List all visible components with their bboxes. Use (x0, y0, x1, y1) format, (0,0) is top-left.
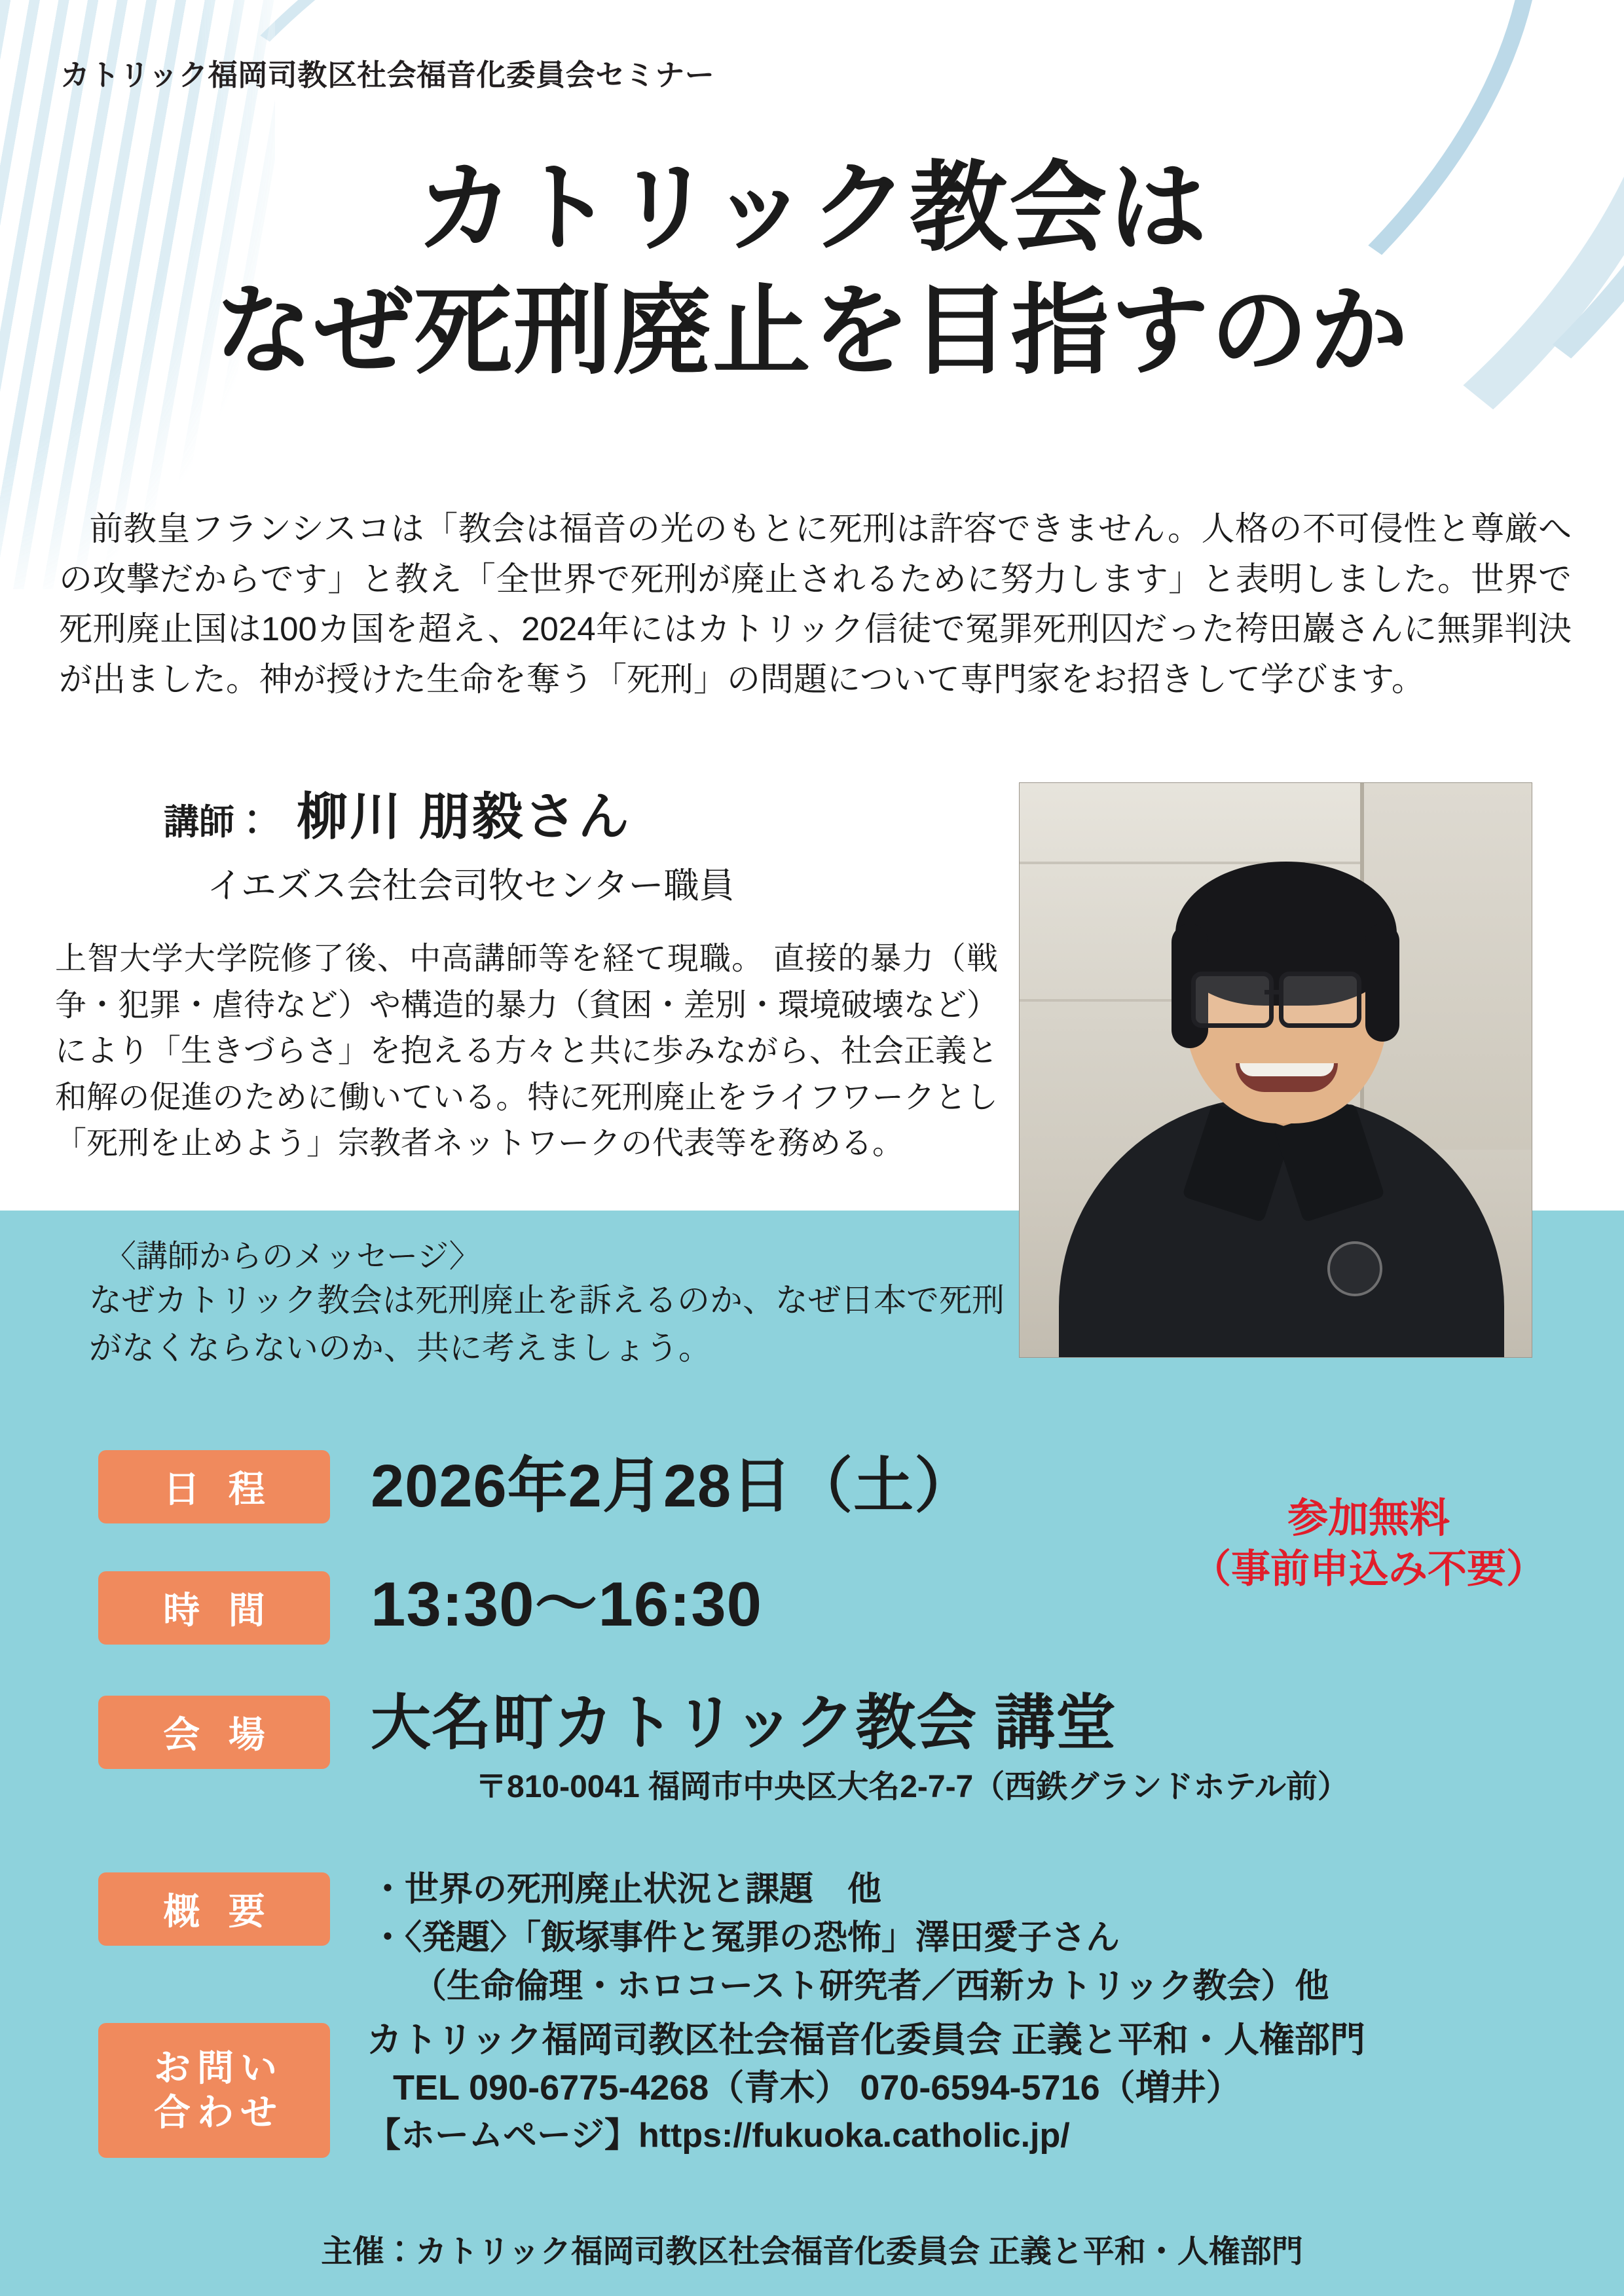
lead-paragraph-text: 前教皇フランシスコは「教会は福音の光のもとに死刑は許容できません。人格の不可侵性と尊厳への攻撃だからです」と教え「全世界で死刑が廃止されるために努力します」と表明しました。世界で死刑廃止国は100カ国を超え、2024年にはカトリック信徒で冤罪死刑囚だった袴田巖さんに無罪判決が出ました。神が授けた生命を奪う「死刑」の問題について専門家をお招きして学びます。 (59, 510, 1572, 698)
free-admission-line-1: 参加無料 (1287, 1496, 1450, 1541)
speaker-heading (164, 776, 631, 849)
outline-tag: 概 要 (98, 1872, 330, 1946)
time-value: 13:30〜16:30 (371, 1569, 763, 1639)
portrait-shirt-emblem-icon (1327, 1241, 1382, 1296)
date-value: 2026年2月28日（土） (371, 1453, 976, 1520)
outline-item-1: ・〈発題〉「飯塚事件と冤罪の恐怖」澤田愛子さん (371, 1918, 1120, 1957)
page-title-line-2: なぜ死刑廃止を目指すのか (214, 276, 1409, 386)
contact-details (367, 2016, 1365, 2159)
lead-paragraph (59, 504, 1572, 704)
portrait-glasses-right (1279, 972, 1361, 1028)
speaker-label: 講師： (164, 803, 270, 842)
venue-address: 〒810-0041 福岡市中央区大名2-7-7（西鉄グランドホテル前） (475, 1770, 1349, 1804)
venue-tag: 会 場 (98, 1696, 330, 1769)
speaker-message-body: なぜカトリック教会は死刑廃止を訴えるのか、なぜ日本で死刑がなくならないのか、共に考えましょう。 (89, 1282, 1005, 1366)
contact-tag (98, 2023, 330, 2158)
outline-item-0: ・世界の死刑廃止状況と課題 他 (371, 1870, 882, 1908)
speaker-biography: 上智大学大学院修了後、中高講師等を経て現職。 直接的暴力（戦争・犯罪・虐待など）や構造的暴力（貧困・差別・環境破壊など）により「生きづらさ」を抱える方々と共に歩みながら、社会正義と和解の促進のために働いている。特に死刑廃止をライフワークとし「死刑を止めよう」宗教者ネットワークの代表等を務める。 (55, 941, 999, 1161)
speaker-affiliation: イエズス会社会司牧センター職員 (207, 866, 735, 905)
time-tag: 時 間 (98, 1571, 330, 1645)
date-tag: 日 程 (98, 1450, 330, 1523)
portrait-teeth (1240, 1063, 1334, 1076)
page-title-line-1: カトリック教会は (415, 153, 1208, 263)
portrait-glasses-bridge (1264, 990, 1282, 994)
portrait-glasses-left (1191, 972, 1274, 1028)
speaker-portrait-photo (1019, 782, 1532, 1358)
speaker-name: 柳川 朋毅さん (297, 788, 631, 845)
contact-telephone: TEL 090-6775-4268（青木） 070-6594-5716（増井） (393, 2068, 1242, 2108)
organizer-footer: 主催：カトリック福岡司教区社会福音化委員会 正義と平和・人権部門 (321, 2234, 1303, 2269)
seminar-organizer-line: カトリック福岡司教区社会福音化委員会セミナー (60, 58, 715, 92)
free-admission-note (1185, 1493, 1552, 1595)
free-admission-line-2: （事前申込み不要） (1192, 1547, 1545, 1592)
contact-tag-line-1: お問い (154, 2047, 284, 2088)
page-title (0, 151, 1624, 388)
contact-website[interactable]: 【ホームページ】https://fukuoka.catholic.jp/ (367, 2116, 1070, 2155)
speaker-message-title: 〈講師からのメッセージ〉 (105, 1239, 481, 1274)
outline-list (371, 1866, 1329, 2011)
portrait-hair-side-right (1365, 924, 1399, 1042)
venue-value: 大名町カトリック教会 講堂 (371, 1690, 1116, 1757)
outline-item-2: （生命倫理・ホロコースト研究者／西新カトリック教会）他 (413, 1967, 1329, 2005)
contact-tag-line-2: 合わせ (154, 2092, 284, 2133)
contact-organization: カトリック福岡司教区社会福音化委員会 正義と平和・人権部門 (367, 2020, 1365, 2060)
